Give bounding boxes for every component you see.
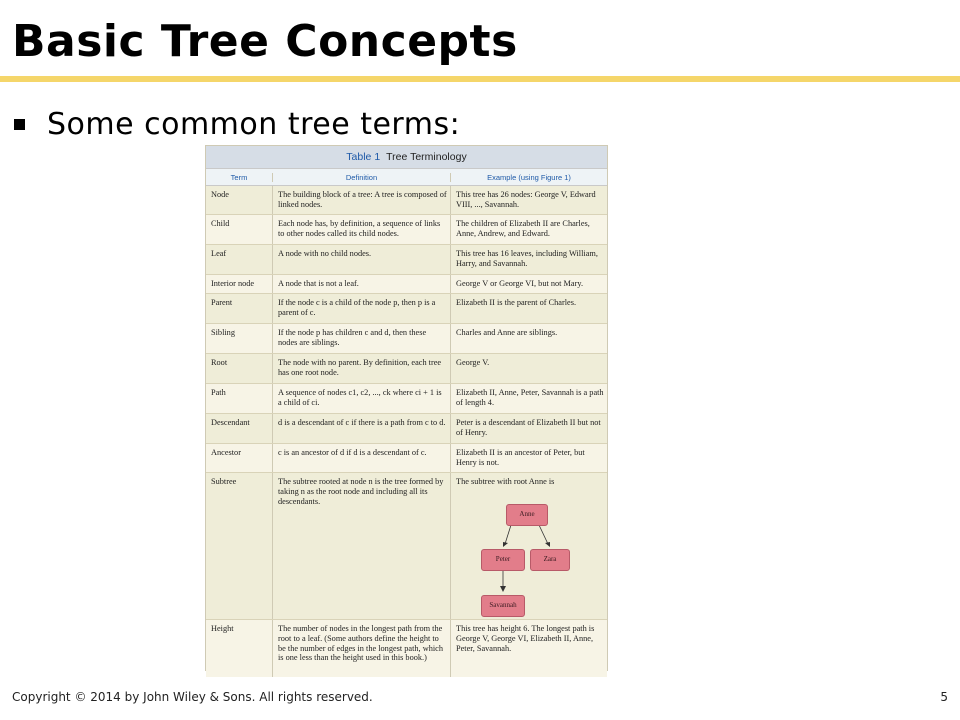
arrowhead-peter bbox=[503, 542, 508, 547]
row-term: Path bbox=[211, 388, 226, 397]
row-term: Interior node bbox=[211, 279, 255, 288]
row-term: Child bbox=[211, 219, 230, 228]
tree-node-anne: Anne bbox=[506, 504, 548, 526]
row-term: Subtree bbox=[211, 477, 237, 486]
row-definition: The building block of a tree: A tree is composed of linked nodes. bbox=[272, 186, 450, 214]
row-definition: The number of nodes in the longest path from the root to a leaf. (Some authors define the height to be the number of edges in the longest path, which is one less than the height used in this book.) bbox=[272, 620, 450, 677]
row-term: Parent bbox=[211, 298, 233, 307]
row-example: The subtree with root Anne is bbox=[456, 477, 555, 486]
table-row bbox=[206, 215, 607, 245]
row-example: This tree has height 6. The longest path is George V, George VI, Elizabeth II, Anne, Peter, Savannah. bbox=[450, 620, 607, 677]
header-definition: Definition bbox=[272, 173, 450, 182]
table-row bbox=[206, 186, 607, 215]
row-definition: A node that is not a leaf. bbox=[272, 275, 450, 293]
table-row bbox=[206, 294, 607, 324]
bullet-item bbox=[14, 104, 460, 144]
table-row bbox=[206, 384, 607, 414]
table-row bbox=[206, 245, 607, 275]
row-example: Charles and Anne are siblings. bbox=[450, 324, 607, 353]
table-row bbox=[206, 275, 607, 294]
table-row bbox=[206, 444, 607, 473]
row-example: George V or George VI, but not Mary. bbox=[450, 275, 607, 293]
table-row bbox=[206, 414, 607, 444]
square-bullet-icon bbox=[14, 119, 25, 130]
row-definition: A node with no child nodes. bbox=[272, 245, 450, 274]
copyright-footer: Copyright © 2014 by John Wiley & Sons. All rights reserved. bbox=[12, 690, 373, 704]
table-row bbox=[206, 324, 607, 354]
row-term: Descendant bbox=[211, 418, 250, 427]
row-example: The children of Elizabeth II are Charles, Anne, Andrew, and Edward. bbox=[450, 215, 607, 244]
table-header-row bbox=[206, 168, 607, 186]
arrow-anne-peter bbox=[505, 525, 511, 544]
row-definition: The node with no parent. By definition, each tree has one root node. bbox=[272, 354, 450, 383]
row-example: Elizabeth II, Anne, Peter, Savannah is a path of length 4. bbox=[450, 384, 607, 413]
row-term: Root bbox=[211, 358, 228, 367]
page-number: 5 bbox=[940, 690, 948, 704]
subtree-example-cell bbox=[450, 473, 607, 619]
row-term: Leaf bbox=[211, 249, 227, 258]
header-example: Example (using Figure 1) bbox=[450, 173, 607, 182]
row-term: Sibling bbox=[211, 328, 235, 337]
row-definition: If the node c is a child of the node p, then p is a parent of c. bbox=[272, 294, 450, 323]
arrowhead-savannah bbox=[500, 586, 506, 592]
title-underline bbox=[0, 76, 960, 82]
row-example: Elizabeth II is an ancestor of Peter, but Henry is not. bbox=[450, 444, 607, 472]
row-term: Ancestor bbox=[211, 448, 241, 457]
row-definition: A sequence of nodes c1, c2, ..., ck where ci + 1 is a child of ci. bbox=[272, 384, 450, 413]
table-caption-number: Table 1 bbox=[346, 151, 381, 163]
row-example: This tree has 26 nodes: George V, Edward VIII, ..., Savannah. bbox=[450, 186, 607, 214]
row-example: This tree has 16 leaves, including William, Harry, and Savannah. bbox=[450, 245, 607, 274]
row-term: Node bbox=[211, 190, 229, 199]
bullet-text: Some common tree terms: bbox=[47, 106, 461, 142]
row-definition: Each node has, by definition, a sequence of links to other nodes called its child nodes. bbox=[272, 215, 450, 244]
arrowhead-zara bbox=[545, 542, 550, 547]
row-definition: If the node p has children c and d, then these nodes are siblings. bbox=[272, 324, 450, 353]
table-caption-title: Tree Terminology bbox=[386, 151, 467, 163]
row-definition: d is a descendant of c if there is a path from c to d. bbox=[272, 414, 450, 443]
row-definition: c is an ancestor of d if d is a descendant of c. bbox=[272, 444, 450, 472]
row-definition: The subtree rooted at node n is the tree formed by taking n as the root node and including all its descendants. bbox=[272, 473, 450, 619]
row-term: Height bbox=[211, 624, 234, 633]
table-row bbox=[206, 354, 607, 384]
row-example: George V. bbox=[450, 354, 607, 383]
header-term: Term bbox=[230, 172, 248, 182]
tree-terminology-table bbox=[205, 145, 608, 671]
tree-node-savannah: Savannah bbox=[481, 595, 525, 617]
tree-node-zara: Zara bbox=[530, 549, 570, 571]
row-example: Peter is a descendant of Elizabeth II but not of Henry. bbox=[450, 414, 607, 443]
table-row bbox=[206, 620, 607, 677]
tree-node-peter: Peter bbox=[481, 549, 525, 571]
arrow-anne-zara bbox=[539, 525, 548, 544]
table-body bbox=[206, 186, 607, 677]
row-example: Elizabeth II is the parent of Charles. bbox=[450, 294, 607, 323]
table-caption bbox=[206, 146, 607, 168]
slide-title: Basic Tree Concepts bbox=[12, 16, 518, 67]
table-row bbox=[206, 473, 607, 620]
